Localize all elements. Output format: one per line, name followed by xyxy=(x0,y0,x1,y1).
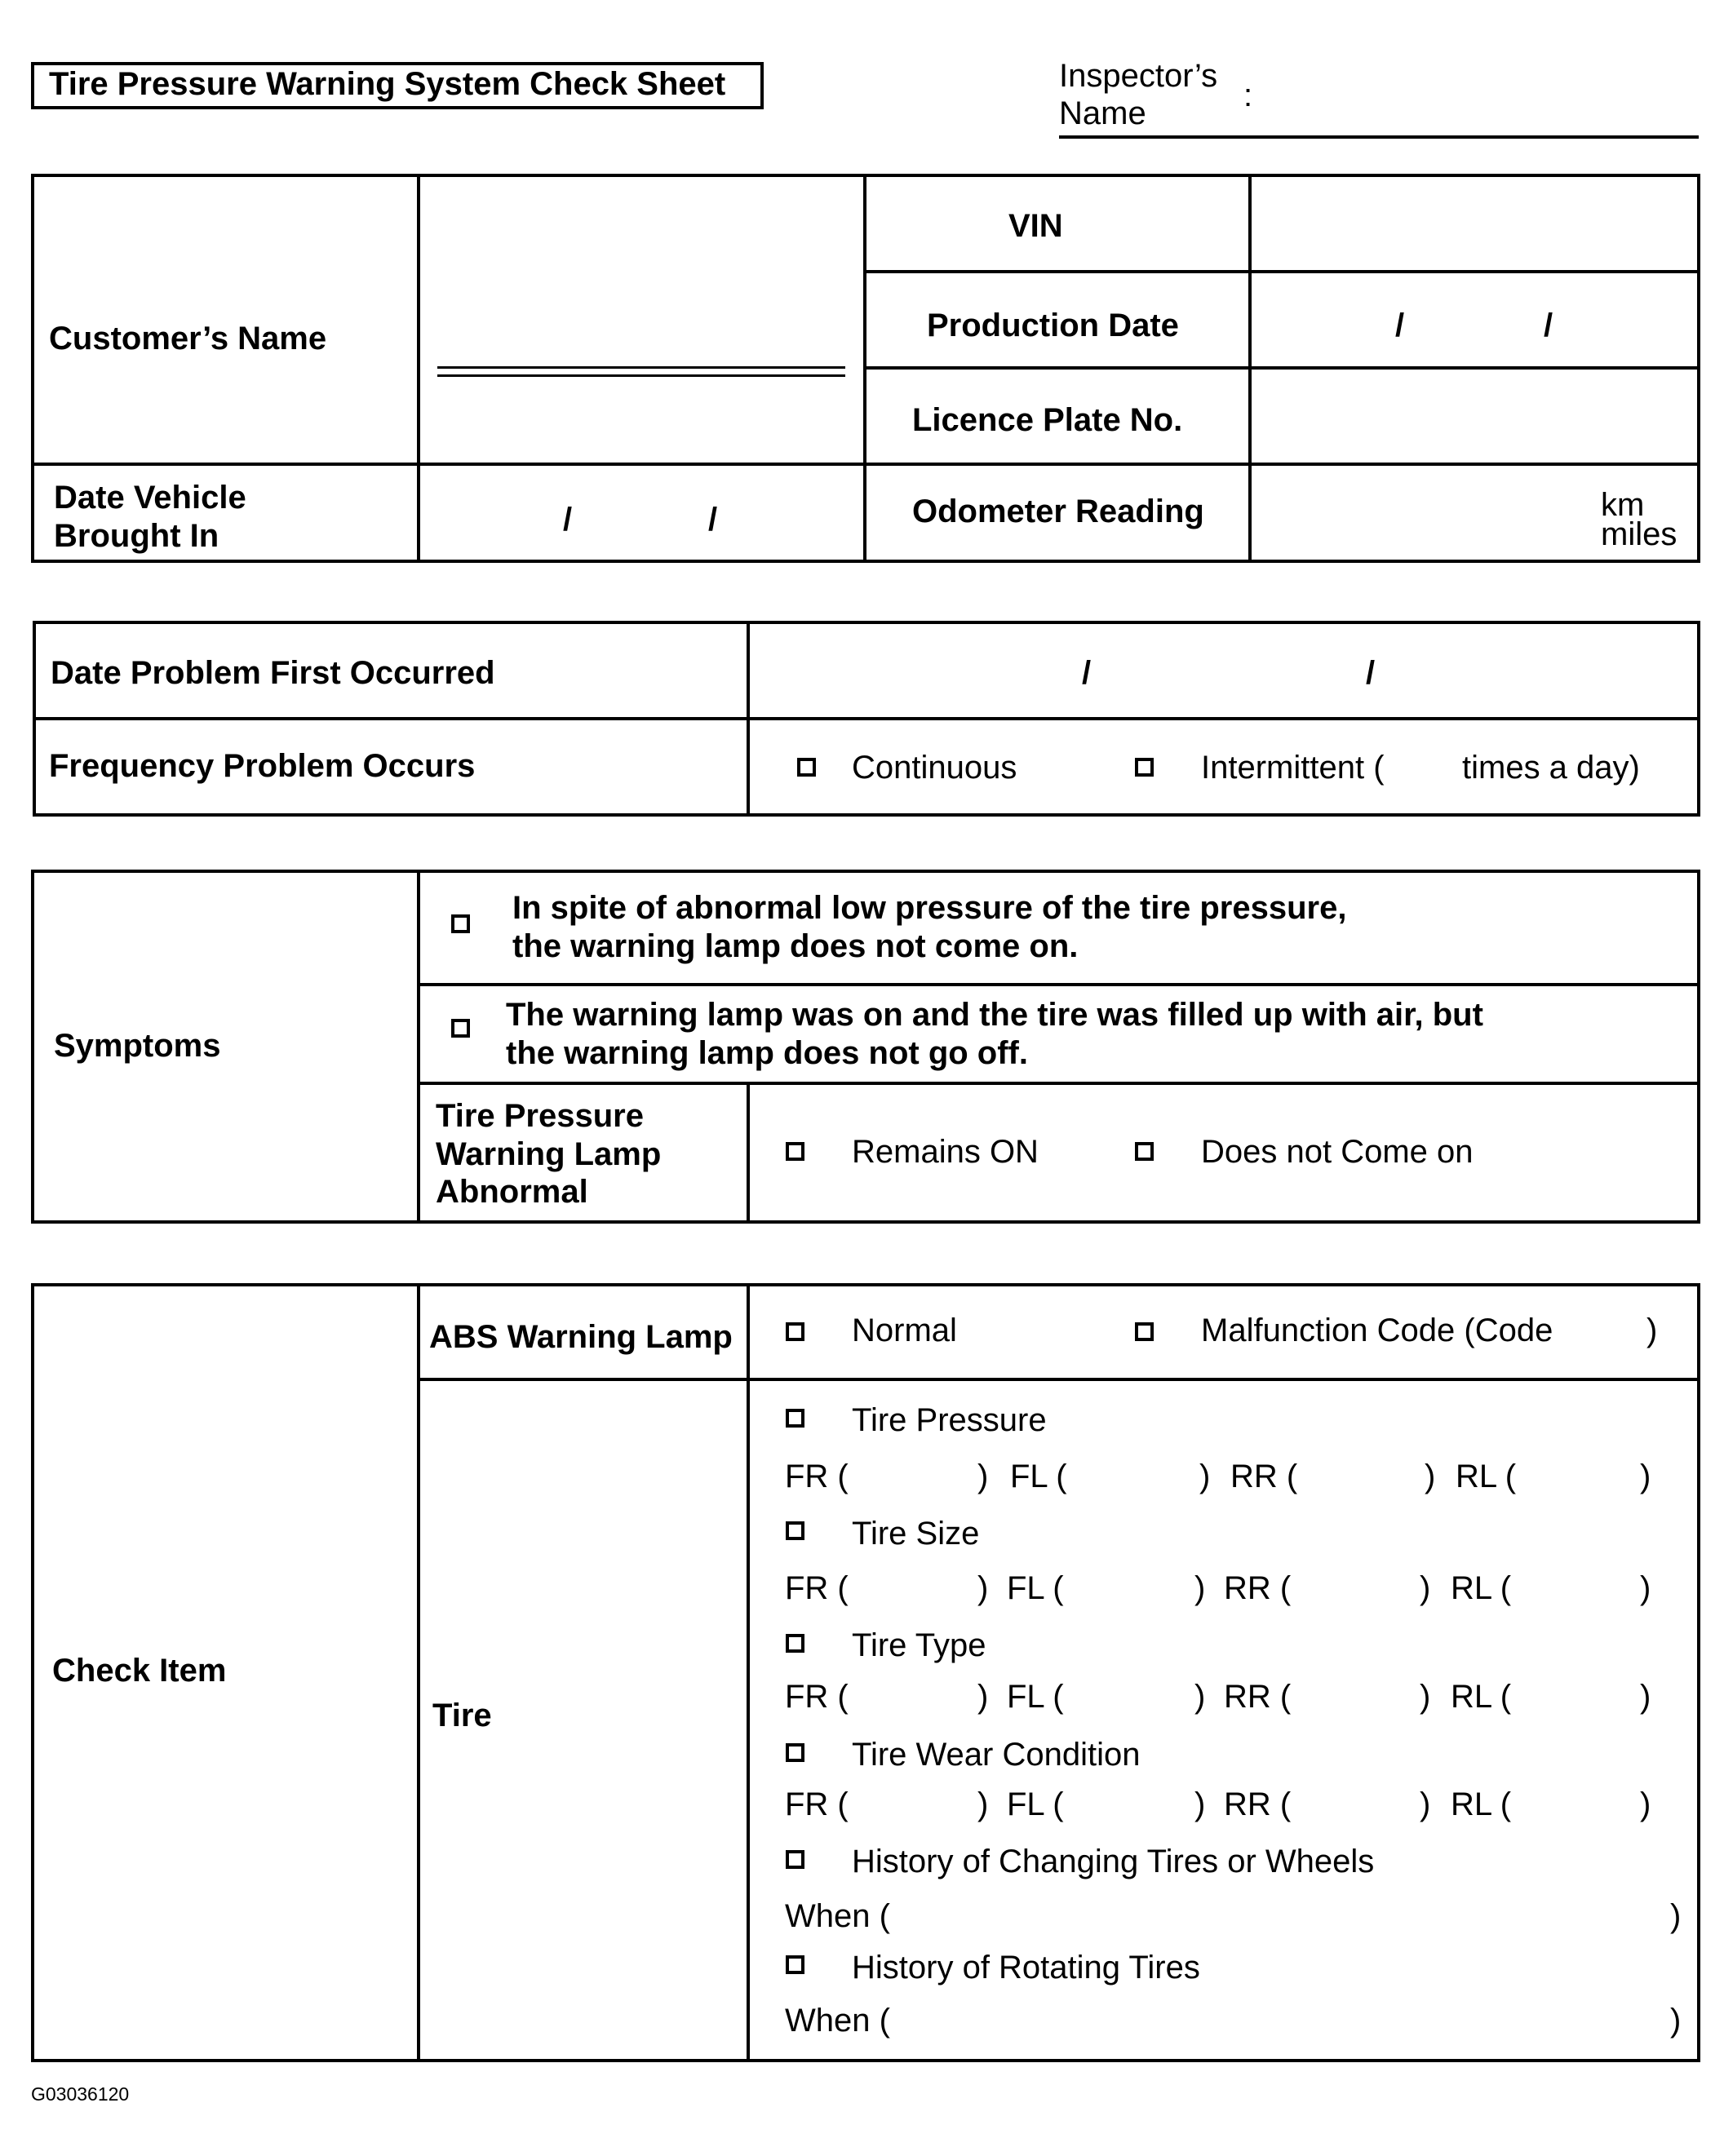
tire-pressure-fr[interactable]: FR ( xyxy=(785,1459,849,1494)
abs-normal-checkbox[interactable] xyxy=(786,1322,804,1341)
frequency-label: Frequency Problem Occurs xyxy=(49,748,476,784)
inspector-colon: : xyxy=(1243,77,1253,113)
continuous-checkbox[interactable] xyxy=(797,758,816,777)
tire-pressure-rr-close: ) xyxy=(1425,1459,1436,1494)
history-rotating-label: History of Rotating Tires xyxy=(852,1950,1200,1986)
date-first-occurred-slash-2[interactable]: / xyxy=(1366,655,1376,691)
symptom-1-line-2: the warning lamp does not come on. xyxy=(512,928,1079,964)
page-title: Tire Pressure Warning System Check Sheet xyxy=(49,66,726,102)
intermittent-label: Intermittent ( xyxy=(1201,750,1385,786)
inspector-name-line[interactable] xyxy=(1059,135,1699,139)
abs-normal-label: Normal xyxy=(852,1313,957,1348)
tire-size-rr[interactable]: RR ( xyxy=(1224,1570,1292,1606)
abs-malfunction-checkbox[interactable] xyxy=(1135,1322,1154,1341)
intermittent-checkbox[interactable] xyxy=(1135,758,1154,777)
tire-type-fr[interactable]: FR ( xyxy=(785,1679,849,1715)
production-date-label: Production Date xyxy=(927,308,1179,343)
inspector-label-line2: Name xyxy=(1059,95,1146,131)
tire-size-checkbox[interactable] xyxy=(786,1521,804,1540)
tire-label: Tire xyxy=(432,1698,492,1733)
abs-warning-lamp-label: ABS Warning Lamp xyxy=(429,1319,733,1355)
abs-malfunction-close: ) xyxy=(1646,1313,1658,1348)
tire-pressure-rl-close: ) xyxy=(1640,1459,1651,1494)
continuous-label: Continuous xyxy=(852,750,1017,786)
history-changing-checkbox[interactable] xyxy=(786,1850,804,1869)
licence-plate-label: Licence Plate No. xyxy=(912,402,1183,438)
customer-name-line-2 xyxy=(437,374,845,377)
remains-on-label: Remains ON xyxy=(852,1134,1039,1170)
tire-size-label: Tire Size xyxy=(852,1516,980,1552)
production-date-slash-2[interactable]: / xyxy=(1544,308,1553,343)
lamp-abnormal-label-3: Abnormal xyxy=(436,1174,588,1210)
tire-type-fl[interactable]: FL ( xyxy=(1007,1679,1064,1715)
date-first-occurred-slash-1[interactable]: / xyxy=(1082,655,1092,691)
date-brought-in-label-2: Brought In xyxy=(54,518,219,554)
tire-type-rl-close: ) xyxy=(1640,1679,1651,1715)
history-changing-label: History of Changing Tires or Wheels xyxy=(852,1844,1375,1879)
symptom-1-line-1: In spite of abnormal low pressure of the tire pressure, xyxy=(512,890,1347,926)
tire-type-fr-close: ) xyxy=(977,1679,989,1715)
odometer-unit-miles: miles xyxy=(1601,516,1677,552)
customer-name-label: Customer’s Name xyxy=(49,321,327,356)
figure-id: G03036120 xyxy=(31,2083,130,2105)
tire-wear-rl-close: ) xyxy=(1640,1786,1651,1822)
does-not-come-on-checkbox[interactable] xyxy=(1135,1142,1154,1161)
vin-label: VIN xyxy=(1008,208,1063,244)
tire-size-fr[interactable]: FR ( xyxy=(785,1570,849,1606)
tire-wear-rl[interactable]: RL ( xyxy=(1451,1786,1512,1822)
tire-pressure-rr[interactable]: RR ( xyxy=(1230,1459,1298,1494)
tire-type-rl[interactable]: RL ( xyxy=(1451,1679,1512,1715)
tire-type-label: Tire Type xyxy=(852,1627,986,1663)
tire-size-fl[interactable]: FL ( xyxy=(1007,1570,1064,1606)
does-not-come-on-label: Does not Come on xyxy=(1201,1134,1474,1170)
tire-wear-fl[interactable]: FL ( xyxy=(1007,1786,1064,1822)
tire-size-rl[interactable]: RL ( xyxy=(1451,1570,1512,1606)
odometer-unit-km: km xyxy=(1601,487,1645,523)
tire-pressure-rl[interactable]: RL ( xyxy=(1456,1459,1517,1494)
tire-wear-fr-close: ) xyxy=(977,1786,989,1822)
check-item-label: Check Item xyxy=(52,1653,227,1689)
production-date-slash-1[interactable]: / xyxy=(1395,308,1405,343)
date-brought-in-label-1: Date Vehicle xyxy=(54,480,246,516)
tire-size-rr-close: ) xyxy=(1420,1570,1431,1606)
lamp-abnormal-label-1: Tire Pressure xyxy=(436,1098,644,1134)
tire-type-rr[interactable]: RR ( xyxy=(1224,1679,1292,1715)
tire-wear-rr-close: ) xyxy=(1420,1786,1431,1822)
date-brought-in-slash-2[interactable]: / xyxy=(708,502,718,538)
inspector-label-line1: Inspector’s xyxy=(1059,58,1218,94)
date-brought-in-slash-1[interactable]: / xyxy=(563,502,573,538)
tire-wear-fr[interactable]: FR ( xyxy=(785,1786,849,1822)
tire-size-fl-close: ) xyxy=(1194,1570,1206,1606)
tire-type-checkbox[interactable] xyxy=(786,1634,804,1653)
history-changing-when-close: ) xyxy=(1670,1898,1682,1934)
symptom-2-checkbox[interactable] xyxy=(451,1019,470,1038)
tire-size-rl-close: ) xyxy=(1640,1570,1651,1606)
tire-wear-label: Tire Wear Condition xyxy=(852,1737,1141,1773)
tire-type-fl-close: ) xyxy=(1194,1679,1206,1715)
tire-pressure-fl[interactable]: FL ( xyxy=(1010,1459,1067,1494)
remains-on-checkbox[interactable] xyxy=(786,1142,804,1161)
tire-type-rr-close: ) xyxy=(1420,1679,1431,1715)
symptom-1-checkbox[interactable] xyxy=(451,914,470,933)
lamp-abnormal-label-2: Warning Lamp xyxy=(436,1136,662,1172)
odometer-label: Odometer Reading xyxy=(912,494,1204,529)
abs-malfunction-label: Malfunction Code (Code xyxy=(1201,1313,1553,1348)
history-rotating-checkbox[interactable] xyxy=(786,1955,804,1974)
symptom-2-line-1: The warning lamp was on and the tire was filled up with air, but xyxy=(506,997,1483,1033)
history-changing-when[interactable]: When ( xyxy=(785,1898,890,1934)
symptom-2-line-2: the warning lamp does not go off. xyxy=(506,1035,1028,1071)
tire-pressure-label: Tire Pressure xyxy=(852,1402,1047,1438)
times-a-day-label: times a day) xyxy=(1462,750,1640,786)
tire-pressure-fl-close: ) xyxy=(1199,1459,1211,1494)
date-first-occurred-label: Date Problem First Occurred xyxy=(51,655,495,691)
tire-wear-rr[interactable]: RR ( xyxy=(1224,1786,1292,1822)
tire-size-fr-close: ) xyxy=(977,1570,989,1606)
symptoms-label: Symptoms xyxy=(54,1028,221,1064)
customer-name-line[interactable] xyxy=(437,366,845,369)
tire-pressure-fr-close: ) xyxy=(977,1459,989,1494)
history-rotating-when[interactable]: When ( xyxy=(785,2003,890,2039)
tire-wear-fl-close: ) xyxy=(1194,1786,1206,1822)
tire-pressure-checkbox[interactable] xyxy=(786,1409,804,1428)
history-rotating-when-close: ) xyxy=(1670,2003,1682,2039)
tire-wear-checkbox[interactable] xyxy=(786,1743,804,1762)
